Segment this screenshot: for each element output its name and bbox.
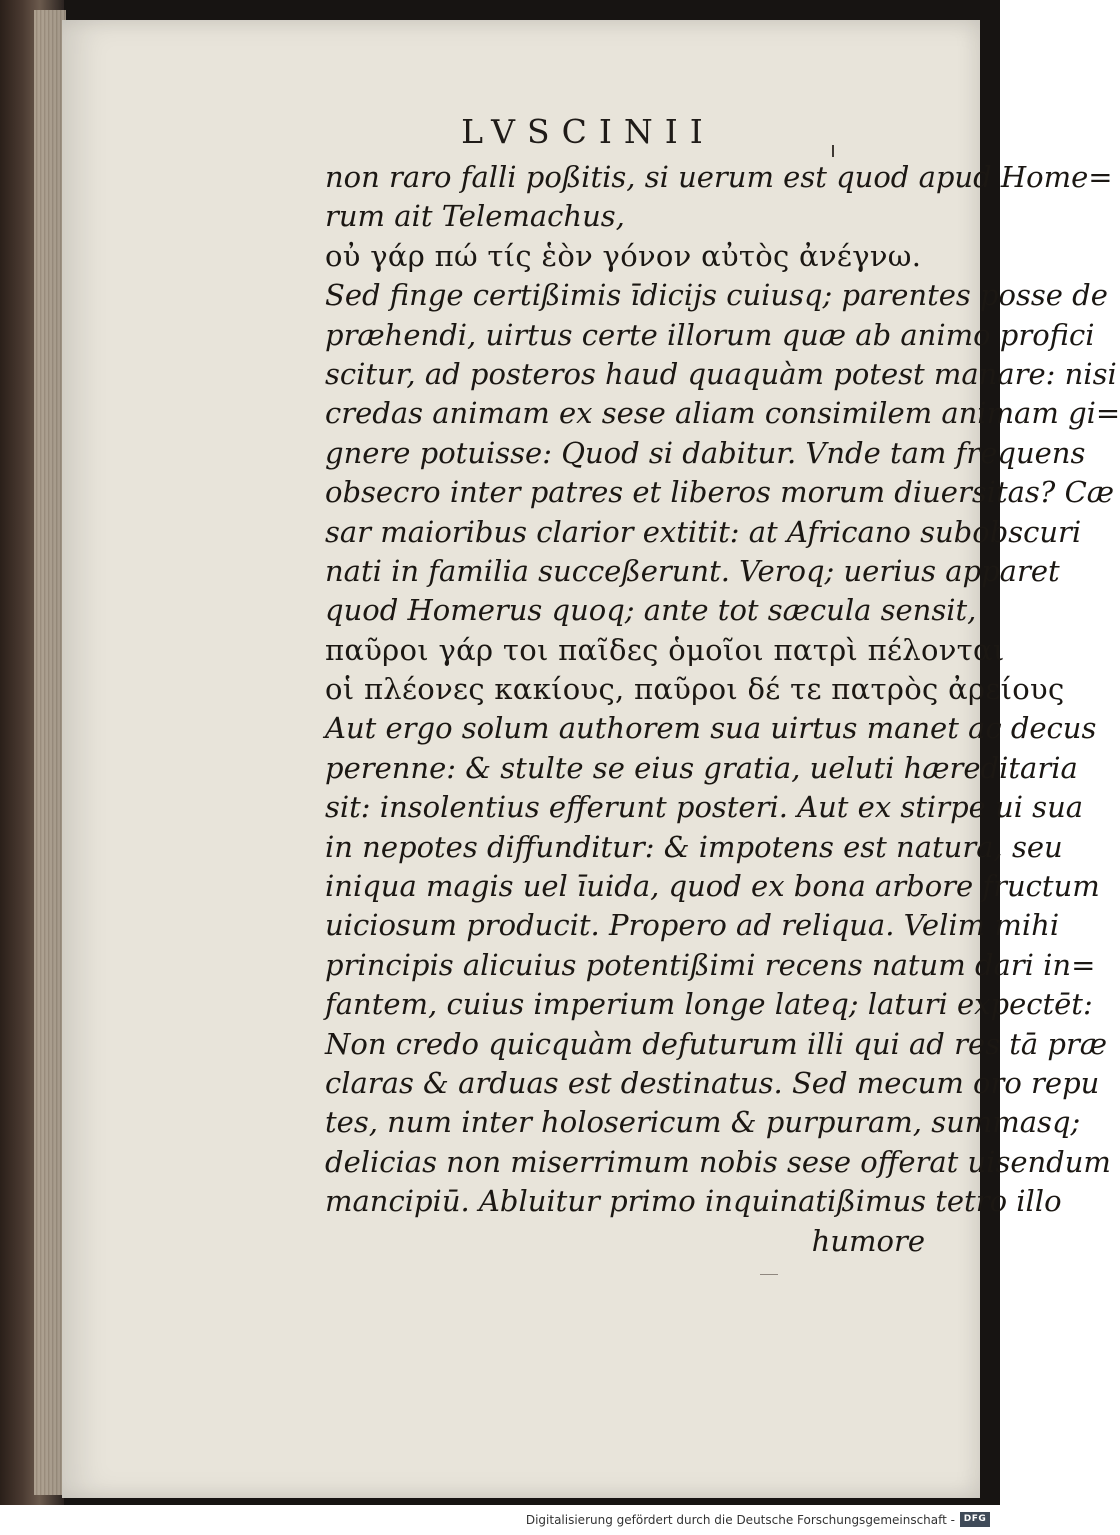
text-line-12: quod Homerus quoq; ante tot sæcula sensit, (325, 593, 977, 628)
digitization-footer (0, 1505, 1000, 1535)
text-line-10: sar maioribus clarior extitit: at Africano subobscuri (325, 514, 1082, 549)
text-line-19: iniqua magis uel īuida, quod ex bona arbore fructum (325, 869, 1100, 904)
dfg-logo-icon: DFG (960, 1512, 990, 1527)
greek-quote-line-3: οἱ πλέονες κακίους, παῦροι δέ τε πατρὸς ἀρείους (325, 672, 1065, 707)
text-line-11: nati in familia succeßerunt. Veroq; uerius apparet (325, 553, 1060, 588)
greek-quote-line-1: οὐ γάρ πώ τίς ἑὸν γόνον αὐτὸς ἀνέγνω. (325, 238, 922, 273)
catchword: humore (811, 1223, 925, 1258)
text-line-22: fantem, cuius imperium longe lateq; laturi expectēt: (325, 987, 1093, 1022)
text-line-26: delicias non miserrimum nobis sese offerat uisendum (325, 1144, 1111, 1179)
text-line-24: claras & arduas est destinatus. Sed mecum oro repu (325, 1065, 1100, 1100)
running-header: LVSCINII (461, 112, 715, 151)
text-line-20: uiciosum producit. Propero ad reliqua. Velim mihi (325, 908, 1060, 943)
greek-quote-line-2: παῦροι γάρ τοι παῖδες ὁμοῖοι πατρὶ πέλονται (325, 632, 1005, 667)
text-line-4: Sed finge certißimis īdicijs cuiusq; parentes posse de (325, 278, 1108, 313)
text-line-5: præhendi, uirtus certe illorum quæ ab animo profici (325, 317, 1095, 352)
text-line-27: mancipiū. Abluitur primo inquinatißimus tetro illo (325, 1184, 1062, 1219)
text-line-16: perenne: & stulte se eius gratia, ueluti hæreditaria (325, 750, 1078, 785)
footer-credit: Digitalisierung gefördert durch die Deutsche Forschungsgemeinschaft - (525, 1513, 955, 1527)
margin-rule-mark (760, 1274, 778, 1275)
text-line-7: credas animam ex sese aliam consimilem animam gi= (325, 396, 1120, 431)
text-line-9: obsecro inter patres et liberos morum diuersitas? Cæ (325, 475, 1115, 510)
text-line-17: sit: insolentius efferunt posteri. Aut ex stirpe ui sua (325, 790, 1084, 825)
text-line-21: principis alicuius potentißimi recens natum dari in= (325, 947, 1096, 982)
text-line-6: scitur, ad posteros haud quaquàm potest manare: nisi (325, 356, 1117, 391)
text-line-2: rum ait Telemachus, (325, 199, 625, 234)
latin-text-block (325, 158, 1120, 1261)
text-line-25: tes, num inter holosericum & purpuram, summasq; (325, 1105, 1081, 1140)
text-line-8: gnere potuisse: Quod si dabitur. Vnde tam frequens (325, 435, 1086, 470)
text-line-23: Non credo quicquàm defuturum illi qui ad res tā præ (325, 1026, 1108, 1061)
text-line-18: in nepotes diffunditur: & impotens est natura, seu (325, 829, 1063, 864)
text-line-15: Aut ergo solum authorem sua uirtus manet ac decus (325, 711, 1097, 746)
text-line-1: non raro falli poßitis, si uerum est quod apud Home= (325, 160, 1113, 194)
